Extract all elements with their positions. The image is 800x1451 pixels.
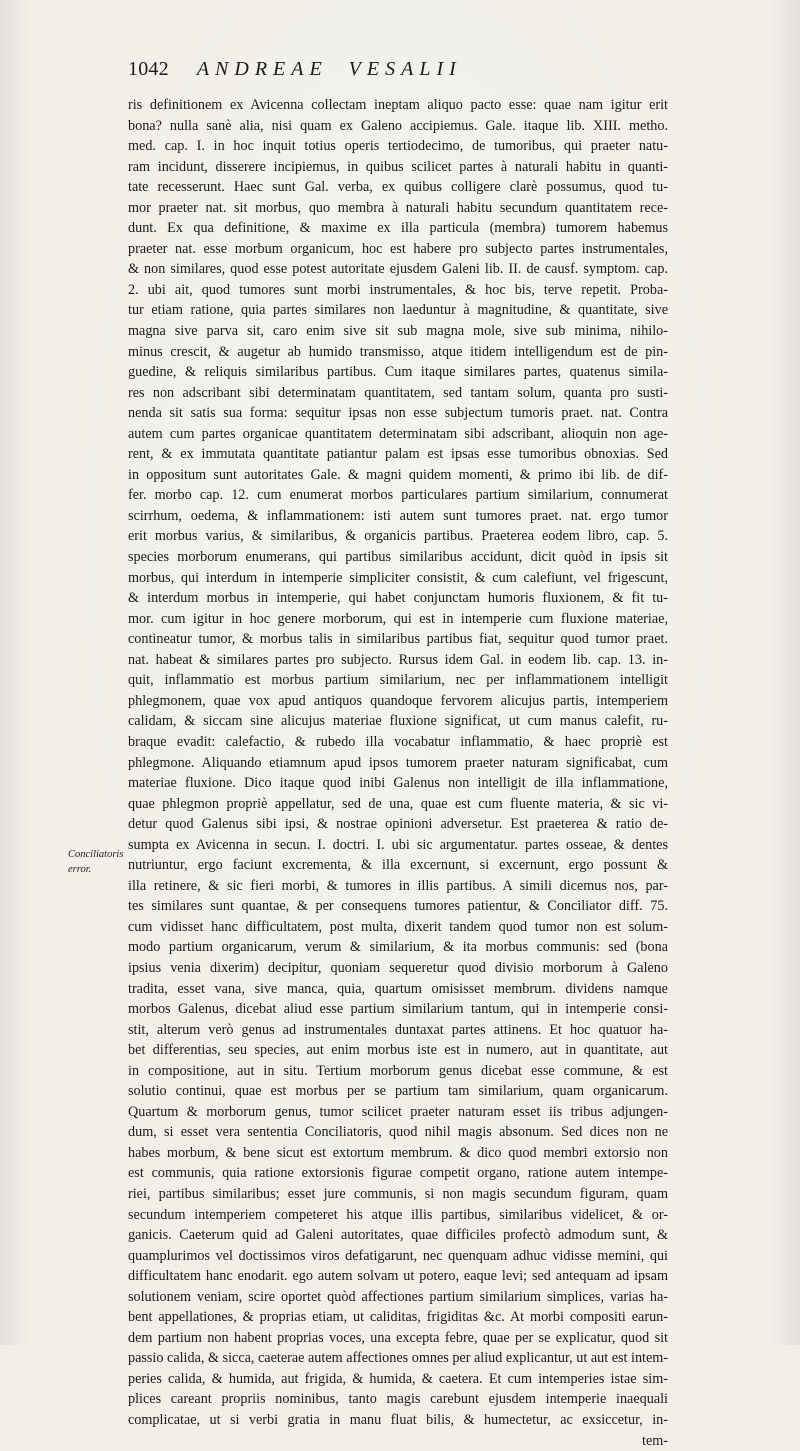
text-line: materiae fluxione. Dico itaque quod inibi Galenus non intelligit de illa inflammatione,: [128, 775, 668, 792]
text-line: quae phlegmon propriè appellatur, sed de una, quae est cum fluente materia, & sic vi-: [128, 795, 668, 812]
marginal-note: [68, 847, 124, 877]
text-line: & interdum morbus in intemperie, qui habet conjunctam humoris fluxionem, & fit tu-: [128, 590, 668, 607]
text-line: 2. ubi ait, quod tumores sunt morbi instrumentales, & hoc bis, terve repetit. Proba-: [128, 281, 668, 298]
text-line: ipsius venia dixerim) decipitur, quoniam sequeretur quod divisio morborum à Galeno: [128, 959, 668, 976]
text-line: calidam, & siccam sine alicujus materiae fluxione significat, ut cum manus calefit, ru-: [128, 713, 668, 730]
text-line: praeter nat. esse morbum organicum, hoc est habere pro subjecto partes instrumentales,: [128, 240, 668, 257]
text-line: bent appellationes, & proprias etiam, ut caliditas, frigiditas &c. At morbi compositi earun-: [128, 1309, 668, 1326]
text-line: bona? nulla sanè alia, nisi quam ex Galeno accipiemus. Gale. itaque lib. XIII. metho.: [128, 117, 668, 134]
text-line: plices careant propriis nominibus, tanto magis carebunt ejusdem intemperie inaequali: [128, 1391, 668, 1408]
text-line: nat. habeat & similares partes pro subjecto. Rursus idem Gal. in eodem lib. cap. 13. in-: [128, 651, 668, 668]
text-line: sumpta ex Avicenna in secun. I. doctri. I. ubi sic argumentatur. partes osseae, & dentes: [128, 836, 668, 853]
text-line: tur etiam ratione, quia partes similares non laeduntur à magnitudine, & quantitate, sive: [128, 302, 668, 319]
text-line: nutriuntur, ergo faciunt excrementa, & illa excernunt, si excernunt, ergo possunt &: [128, 857, 668, 874]
text-line: riei, partibus similaribus; esset jure communis, si non magis secundum figuram, quam: [128, 1185, 668, 1202]
text-line: contineatur tumor, & morbus talis in similaribus partibus fiat, sequitur quod tumor praet.: [128, 631, 668, 648]
text-line: tradita, esset vana, sive manca, quia, quartum omisisset membrum. dividens namque: [128, 980, 668, 997]
text-line: in oppositum sunt autoritates Gale. & magni quidem momenti, & primo ibi lib. de dif-: [128, 466, 668, 483]
text-line: cum vidisset hanc difficultatem, post multa, dixerit tandem quod tumor non est solum-: [128, 918, 668, 935]
text-line: secundum intemperiem competeret his atque illis partibus, similaribus videlicet, & or-: [128, 1206, 668, 1223]
text-line: scirrhum, oedema, & inflammationem: isti autem sunt tumores praet. nat. ergo tumor: [128, 507, 668, 524]
text-line: stit, alterum verò genus ad instrumentales duntaxat partes attinens. Et hoc quatuor ha-: [128, 1021, 668, 1038]
text-line: nenda sit satis sua forma: sequitur ipsas non esse subjectum tumoris praet. nat. Contra: [128, 405, 668, 422]
text-line: mor praeter nat. sit morbus, quo membra à naturali habitu secundum quantitatem rece-: [128, 199, 668, 216]
text-line: quit, inflammatio est morbus partium similarium, nec per inflammationem intelligit: [128, 672, 668, 689]
text-line: est communis, quia ratione extorsionis figurae competit organo, ratione autem intempe-: [128, 1165, 668, 1182]
text-line: ganicis. Caeterum quid ad Galeni autoritates, quae difficiles profectò admodum sunt, &: [128, 1227, 668, 1244]
text-line: autem cum partes organicae quantitatem determinatam sibi adscribant, alioquin non age-: [128, 425, 668, 442]
text-line: erit morbus varius, & similaribus, & organicis partibus. Praeterea eodem libro, cap. 5.: [128, 528, 668, 545]
text-line: phlegmone. Aliquando etiamnum apud ipsos tumorem praeter naturam significabat, cum: [128, 754, 668, 771]
text-line: morbus, qui interdum in intemperie simpliciter consistit, & cum calefiunt, vel frigescunt,: [128, 569, 668, 586]
text-line: bet differentias, seu species, aut enim morbus iste est in numero, aut in quantitate, aut: [128, 1042, 668, 1059]
text-line: Quartum & morborum genus, tumor scilicet praeter naturam esset iis tribus adjungen-: [128, 1103, 668, 1120]
text-line: minus crescit, & augetur ab humido transmisso, atque itidem intelligendum est de pin-: [128, 343, 668, 360]
page-number: 1042: [128, 58, 169, 80]
page-header: [128, 58, 648, 88]
text-line: solutio continui, quae est morbus per se partium tam similarium, quam organicarum.: [128, 1083, 668, 1100]
text-line: rent, & ex immutata quantitate patiantur palam est ipsas esse tumoribus obnoxias. Sed: [128, 446, 668, 463]
text-line: ris definitionem ex Avicenna collectam ineptam aliquo pacto esse: quae nam igitur erit: [128, 97, 668, 113]
text-line: & non similares, quod esse potest autoritate ejusdem Galeni lib. II. de causf. symptom. cap.: [128, 261, 668, 278]
running-head: ANDREAE VESALII: [196, 58, 462, 80]
text-line: med. cap. I. in hoc inquit totius operis tertiodecimo, de tumoribus, qui praeter natu-: [128, 138, 668, 155]
text-line: tate recesserunt. Haec sunt Gal. verba, ex quibus colligere clarè possumus, quod tu-: [128, 179, 668, 196]
text-line: habes morbum, & bene sicut est extortum membrum. & dico quod membri extorsio non: [128, 1144, 668, 1161]
marginal-note-line: Conciliatoris: [68, 849, 124, 860]
text-line: peries calida, & humida, aut frigida, & humida, & caetera. Et cum intemperies istae sim-: [128, 1370, 668, 1387]
text-line: fer. morbo cap. 12. cum enumerat morbos particulares partium similarium, connumerat: [128, 487, 668, 504]
text-line: detur quod Galenus sibi ipsi, & nostrae opinioni adversetur. Est praeterea & ratio de-: [128, 816, 668, 833]
text-line: dem partium non habent proprias voces, una excepta febre, quae per se explicatur, quod sit: [128, 1329, 668, 1346]
text-line: magna sive parva sit, caro enim sive sit sub magna mole, sive sub minima, nihilo-: [128, 323, 668, 340]
text-line: modo partium organicarum, verum & similarium, & ita morbus communis: sed (bona: [128, 939, 668, 956]
text-line: tes similares sunt quantae, & per consequens tumores patientur, & Conciliator diff. 75.: [128, 898, 668, 915]
text-line: morbos Galenus, dicebat aliud esse partium similarium tantum, qui in intemperie consi-: [128, 1001, 668, 1018]
text-line: illa retinere, & sic fieri morbi, & tumores in illis partibus. A simili dicemus nos, par-: [128, 877, 668, 894]
text-line: ram incidunt, disserere incipiemus, in quibus scilicet partes à naturali habitu in quanti-: [128, 158, 668, 175]
text-line: res non adscribant sibi determinatam quantitatem, sed tantam solum, quanta pro susti-: [128, 384, 668, 401]
text-line: dunt. Ex qua definitione, & maxime ex illa particula (membra) tumorem habemus: [128, 220, 668, 237]
marginal-note-line: error.: [68, 864, 92, 875]
text-line: passio calida, & sicca, caeterae autem affectiones omnes per aliud explicantur, ut aut est intem-: [128, 1350, 668, 1367]
text-line: in compositione, aut in situ. Tertium morborum genus dicebat esse commune, & est: [128, 1062, 668, 1079]
text-line: guedine, & reliquis similaribus partibus. Cum itaque similares partes, quatenus simila-: [128, 364, 668, 381]
text-line: difficultatem hanc enodarit. ego autem solvam ut potero, eaque levi; sed antequam ad ipsam: [128, 1268, 668, 1285]
text-line: quamplurimos vel doctissimos viros defatigarunt, nec quenquam adhuc vidisse memini, qui: [128, 1247, 668, 1264]
text-line: solutionem veniam, scire oportet quòd affectiones partium similarium simplices, varias ha-: [128, 1288, 668, 1305]
text-line: braque evadit: calefactio, & rubedo illa vocabatur inflammatio, & haec propriè est: [128, 733, 668, 750]
text-line: phlegmonem, quae vox apud antiquos quandoque fervorem alicujus partis, intemperiem: [128, 692, 668, 709]
body-text: [128, 95, 668, 1451]
text-line: complicatae, ut si verbi gratia in manu fluat bilis, & humectetur, ac exsiccetur, in-: [128, 1412, 668, 1428]
text-line: dum, si esset vera sententia Conciliatoris, quod nihil magis absonum. Sed dices non ne: [128, 1124, 668, 1141]
text-line: mor. cum igitur in hoc genere morborum, qui est in intemperie cum fluxione materiae,: [128, 610, 668, 627]
text-line: tem-: [642, 1432, 668, 1449]
text-line: species morborum enumerans, qui partibus similaribus accidunt, dicit quòd in ipsis sit: [128, 549, 668, 566]
